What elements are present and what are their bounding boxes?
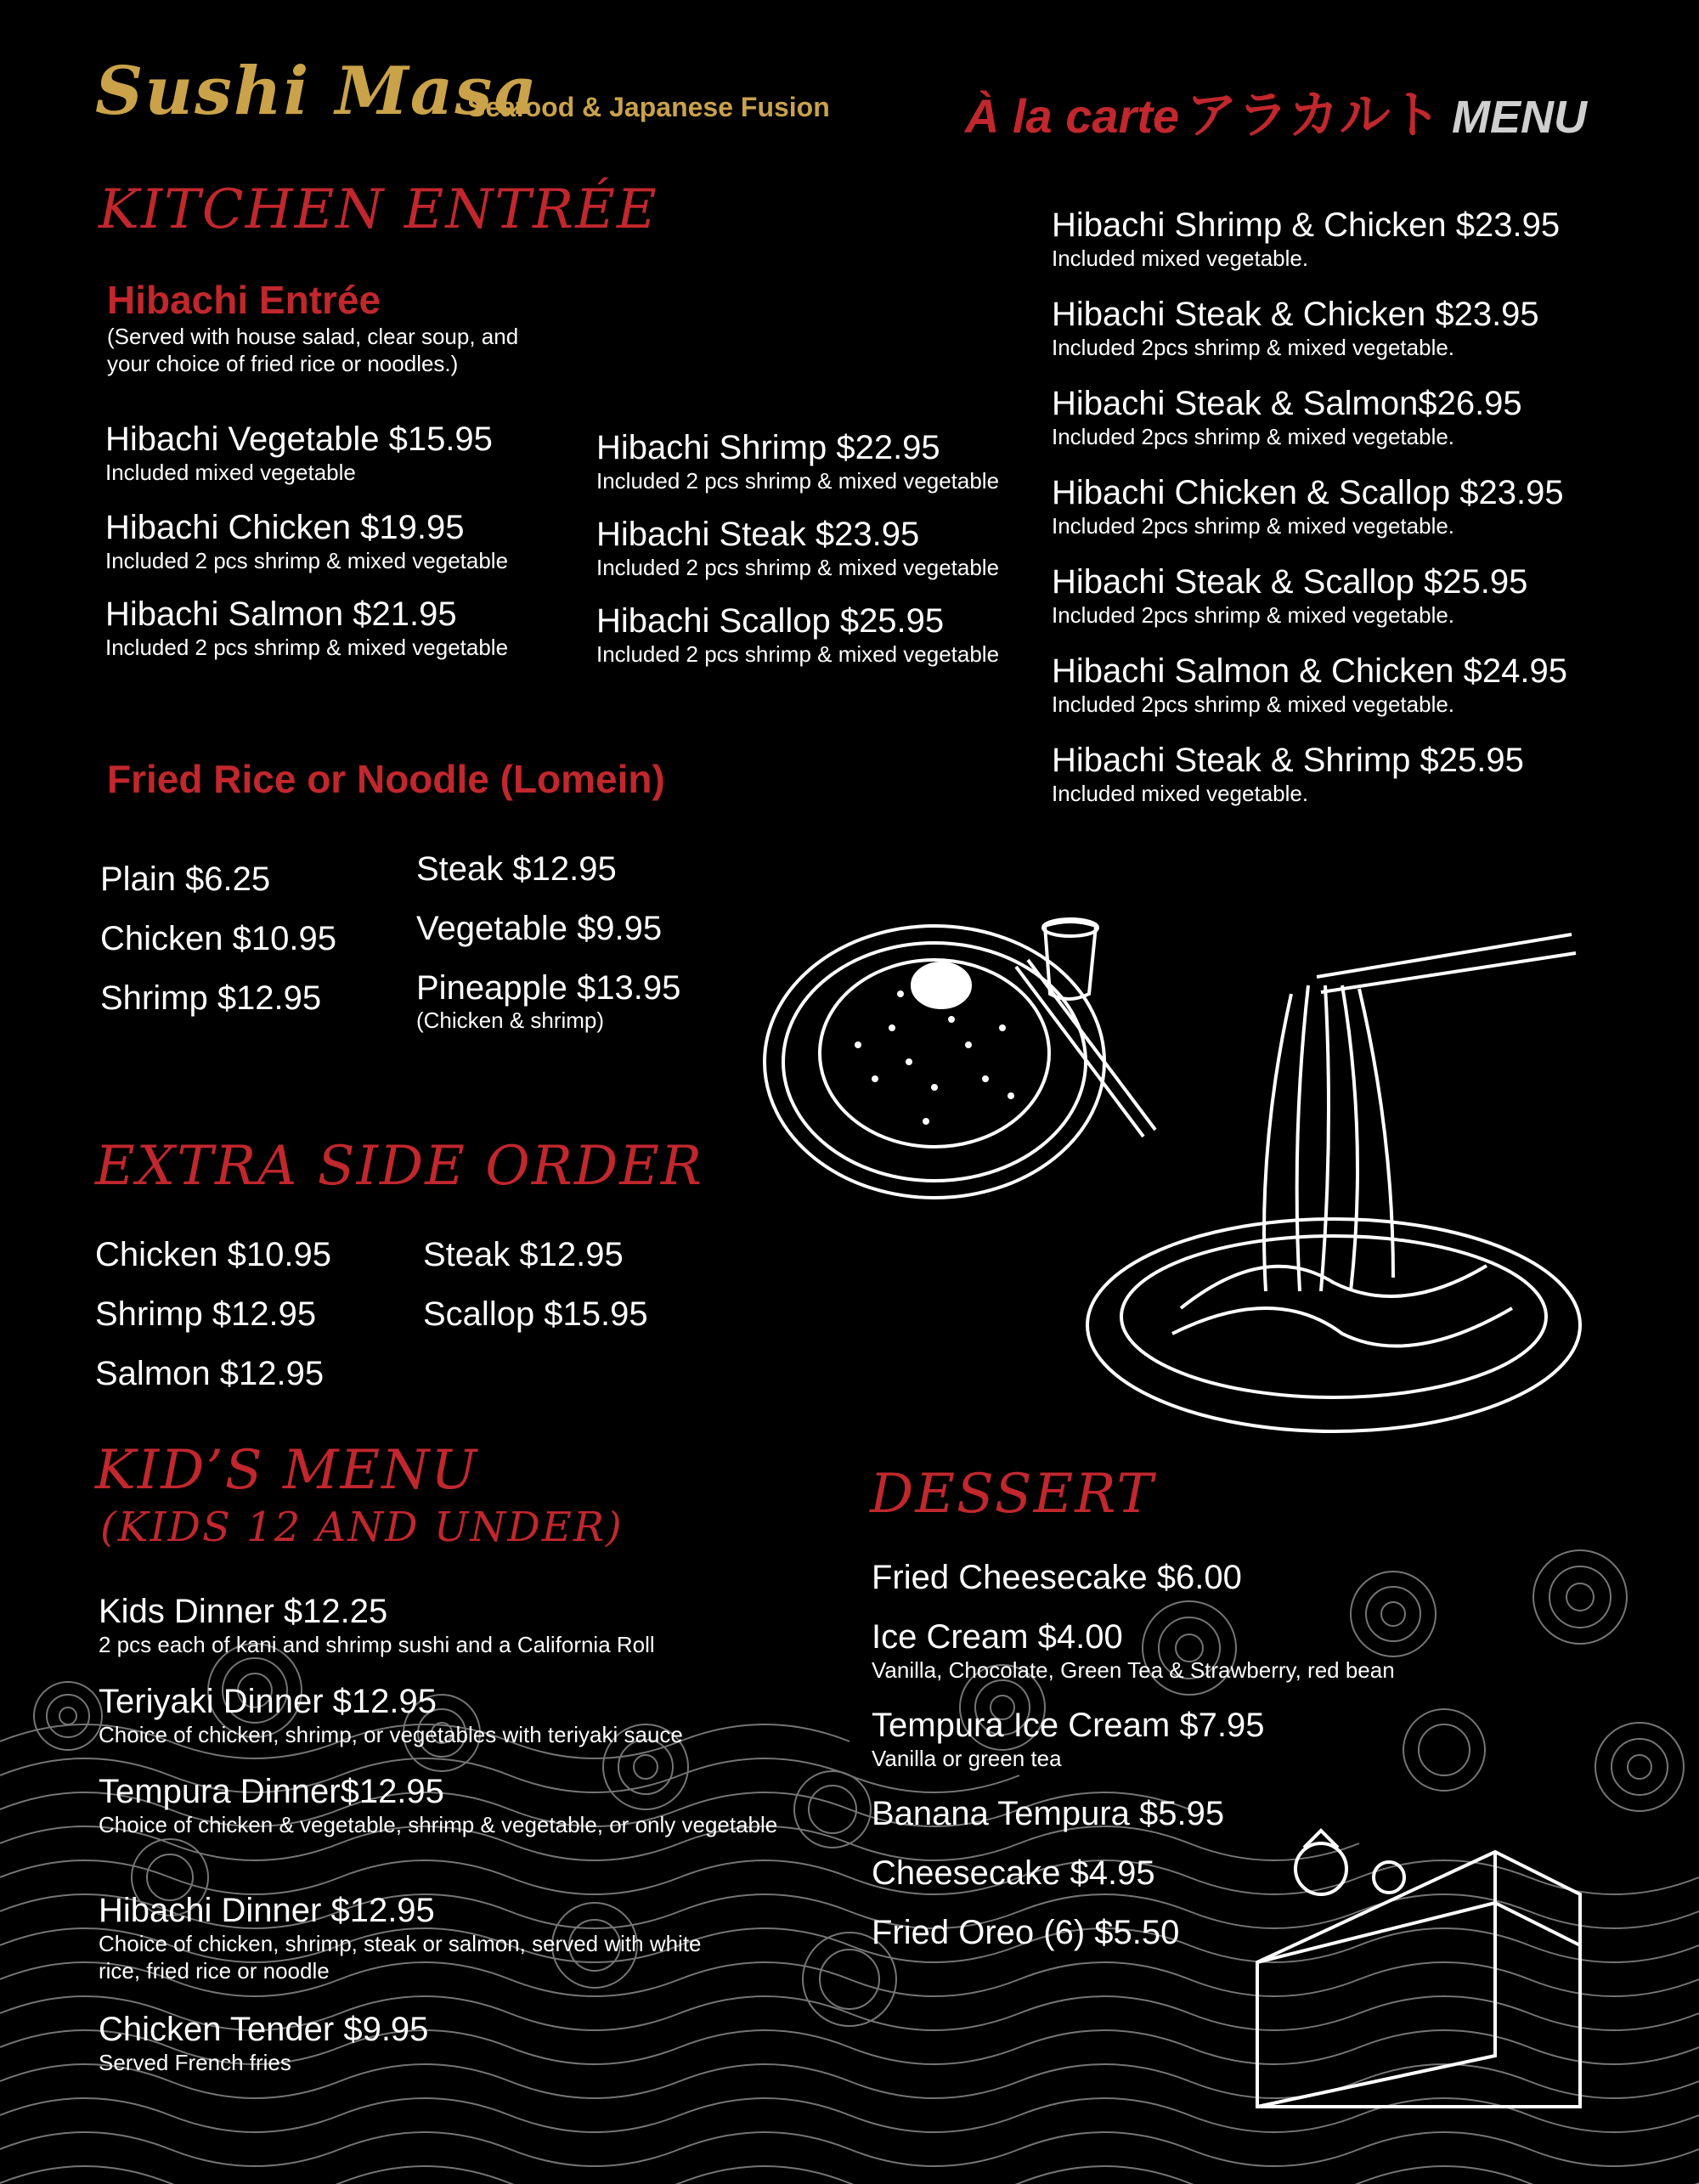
item-name: Hibachi Steak & Chicken $23.95 (1052, 296, 1539, 333)
menu-item (596, 515, 999, 581)
side-order-title: EXTRA SIDE ORDER (95, 1135, 704, 1198)
cheesecake-illustration (1240, 1801, 1631, 2124)
item-desc: (Chicken & shrimp) (416, 1007, 605, 1033)
item-name: Hibachi Shrimp & Chicken $23.95 (1052, 206, 1561, 244)
side-order-item: Chicken $10.95 (95, 1236, 331, 1273)
dessert-item (872, 1913, 1179, 1952)
dessert-item (872, 1794, 1224, 1833)
alacarte-text: À la carte (965, 89, 1180, 143)
item-name: Kids Dinner $12.25 (99, 1593, 388, 1630)
kids-item (99, 1891, 744, 1984)
item-name: Teriyaki Dinner $12.95 (99, 1683, 437, 1720)
item-desc: Included 2 pcs shrimp & mixed vegetable (596, 468, 1000, 494)
fried-rice-item: Steak $12.95 (416, 850, 617, 888)
side-order-item: Steak $12.95 (423, 1236, 624, 1273)
fried-rice-item: Plain $6.25 (100, 861, 271, 898)
fried-rice-item: Shrimp $12.95 (100, 979, 322, 1017)
menu-item (105, 595, 508, 661)
item-desc: Vanilla, Chocolate, Green Tea & Strawberry, red bean (872, 1657, 1395, 1683)
noodle-plate-illustration (1079, 917, 1606, 1444)
menu-word: MENU (1452, 92, 1588, 143)
menu-item (1052, 741, 1524, 807)
menu-item (1052, 206, 1560, 272)
kids-item (99, 1772, 778, 1838)
item-name: Hibachi Vegetable $15.95 (105, 420, 493, 458)
dessert-item (872, 1617, 1395, 1684)
menu-item (596, 428, 999, 494)
menu-item (1052, 473, 1564, 539)
hibachi-entree-note: (Served with house salad, clear soup, and your choice of fried rice or noodles.) (107, 324, 519, 376)
side-order-item: Scallop $15.95 (423, 1295, 648, 1333)
dessert-title: DESSERT (870, 1463, 1155, 1526)
item-name: Hibachi Dinner $12.95 (99, 1892, 435, 1929)
item-name: Hibachi Salmon & Chicken $24.95 (1052, 652, 1568, 690)
item-desc: Served French fries (99, 2050, 291, 2075)
item-name: Hibachi Steak & Shrimp $25.95 (1052, 742, 1524, 779)
logo-text: Sushi Masa (95, 53, 539, 130)
item-name: Hibachi Salmon $21.95 (105, 595, 457, 633)
menu-item (1052, 652, 1567, 718)
item-desc: Included 2pcs shrimp & mixed vegetable. (1052, 424, 1455, 449)
alacarte-title (965, 75, 1587, 148)
fried-rice-item (416, 968, 680, 1033)
item-name: Hibachi Scallop $25.95 (596, 602, 945, 640)
item-name: Ice Cream $4.00 (872, 1618, 1123, 1656)
item-name: Tempura Dinner$12.95 (99, 1773, 444, 1810)
item-name: Tempura Ice Cream $7.95 (872, 1707, 1265, 1744)
item-desc: Included 2pcs shrimp & mixed vegetable. (1052, 513, 1455, 539)
item-name: Hibachi Steak & Salmon$26.95 (1052, 385, 1522, 422)
menu-item (1052, 295, 1539, 361)
item-desc: Included mixed vegetable. (1052, 245, 1309, 271)
item-desc: Included 2 pcs shrimp & mixed vegetable (105, 635, 509, 660)
menu-item (596, 601, 999, 668)
item-desc: Included 2pcs shrimp & mixed vegetable. (1052, 335, 1455, 360)
kids-menu-title: KID’S MENU (95, 1439, 479, 1502)
kids-item (99, 1682, 683, 1748)
item-desc: Included mixed vegetable (105, 460, 356, 485)
item-desc: Included 2pcs shrimp & mixed vegetable. (1052, 691, 1455, 717)
item-name: Pineapple $13.95 (416, 969, 681, 1007)
kids-item (99, 1592, 655, 1658)
item-name: Hibachi Steak & Scallop $25.95 (1052, 563, 1528, 601)
item-name: Banana Tempura $5.95 (872, 1795, 1225, 1832)
fried-rice-item: Vegetable $9.95 (416, 910, 663, 947)
item-name: Fried Cheesecake $6.00 (872, 1559, 1242, 1596)
item-name: Cheesecake $4.95 (872, 1854, 1155, 1892)
tagline: Seafood & Japanese Fusion (467, 92, 830, 122)
menu-item (1052, 384, 1522, 450)
item-desc: Included 2pcs shrimp & mixed vegetable. (1052, 602, 1455, 628)
item-name: Chicken Tender $9.95 (99, 2011, 429, 2048)
item-desc: Included mixed vegetable. (1052, 781, 1309, 806)
item-desc: Included 2 pcs shrimp & mixed vegetable (105, 548, 509, 573)
item-desc: Included 2 pcs shrimp & mixed vegetable (596, 641, 1000, 667)
item-name: Hibachi Shrimp $22.95 (596, 429, 940, 466)
menu-item (105, 420, 493, 486)
item-desc: Choice of chicken & vegetable, shrimp & vegetable, or only vegetable (99, 1812, 778, 1837)
item-desc: Choice of chicken, shrimp, steak or salmon, served with white rice, fried rice or noodle (99, 1931, 702, 1984)
dessert-item (872, 1706, 1264, 1772)
menu-item (1052, 562, 1527, 629)
hibachi-entree-title: Hibachi Entrée (107, 278, 381, 322)
side-order-item: Salmon $12.95 (95, 1355, 325, 1392)
item-name: Fried Oreo (6) $5.50 (872, 1914, 1180, 1951)
menu-item (105, 508, 508, 574)
item-desc: Included 2 pcs shrimp & mixed vegetable (596, 555, 1000, 580)
kitchen-entree-title: KITCHEN ENTRÉE (99, 178, 658, 241)
fried-rice-title: Fried Rice or Noodle (Lomein) (107, 757, 665, 801)
item-desc: Choice of chicken, shrimp, or vegetables with teriyaki sauce (99, 1722, 683, 1747)
item-name: Hibachi Chicken $19.95 (105, 509, 465, 546)
item-name: Hibachi Steak $23.95 (596, 516, 920, 553)
alacarte-jp-text: アラカルト (1186, 86, 1442, 145)
item-desc: 2 pcs each of kani and shrimp sushi and a California Roll (99, 1632, 655, 1657)
item-desc: Vanilla or green tea (872, 1746, 1062, 1771)
kids-menu-subtitle: (KIDS 12 AND UNDER) (100, 1504, 624, 1551)
dessert-item (872, 1854, 1155, 1893)
side-order-item: Shrimp $12.95 (95, 1295, 317, 1333)
item-name: Hibachi Chicken & Scallop $23.95 (1052, 474, 1564, 511)
kids-item (99, 2010, 428, 2076)
dessert-item (872, 1558, 1242, 1597)
fried-rice-item: Chicken $10.95 (100, 920, 336, 957)
